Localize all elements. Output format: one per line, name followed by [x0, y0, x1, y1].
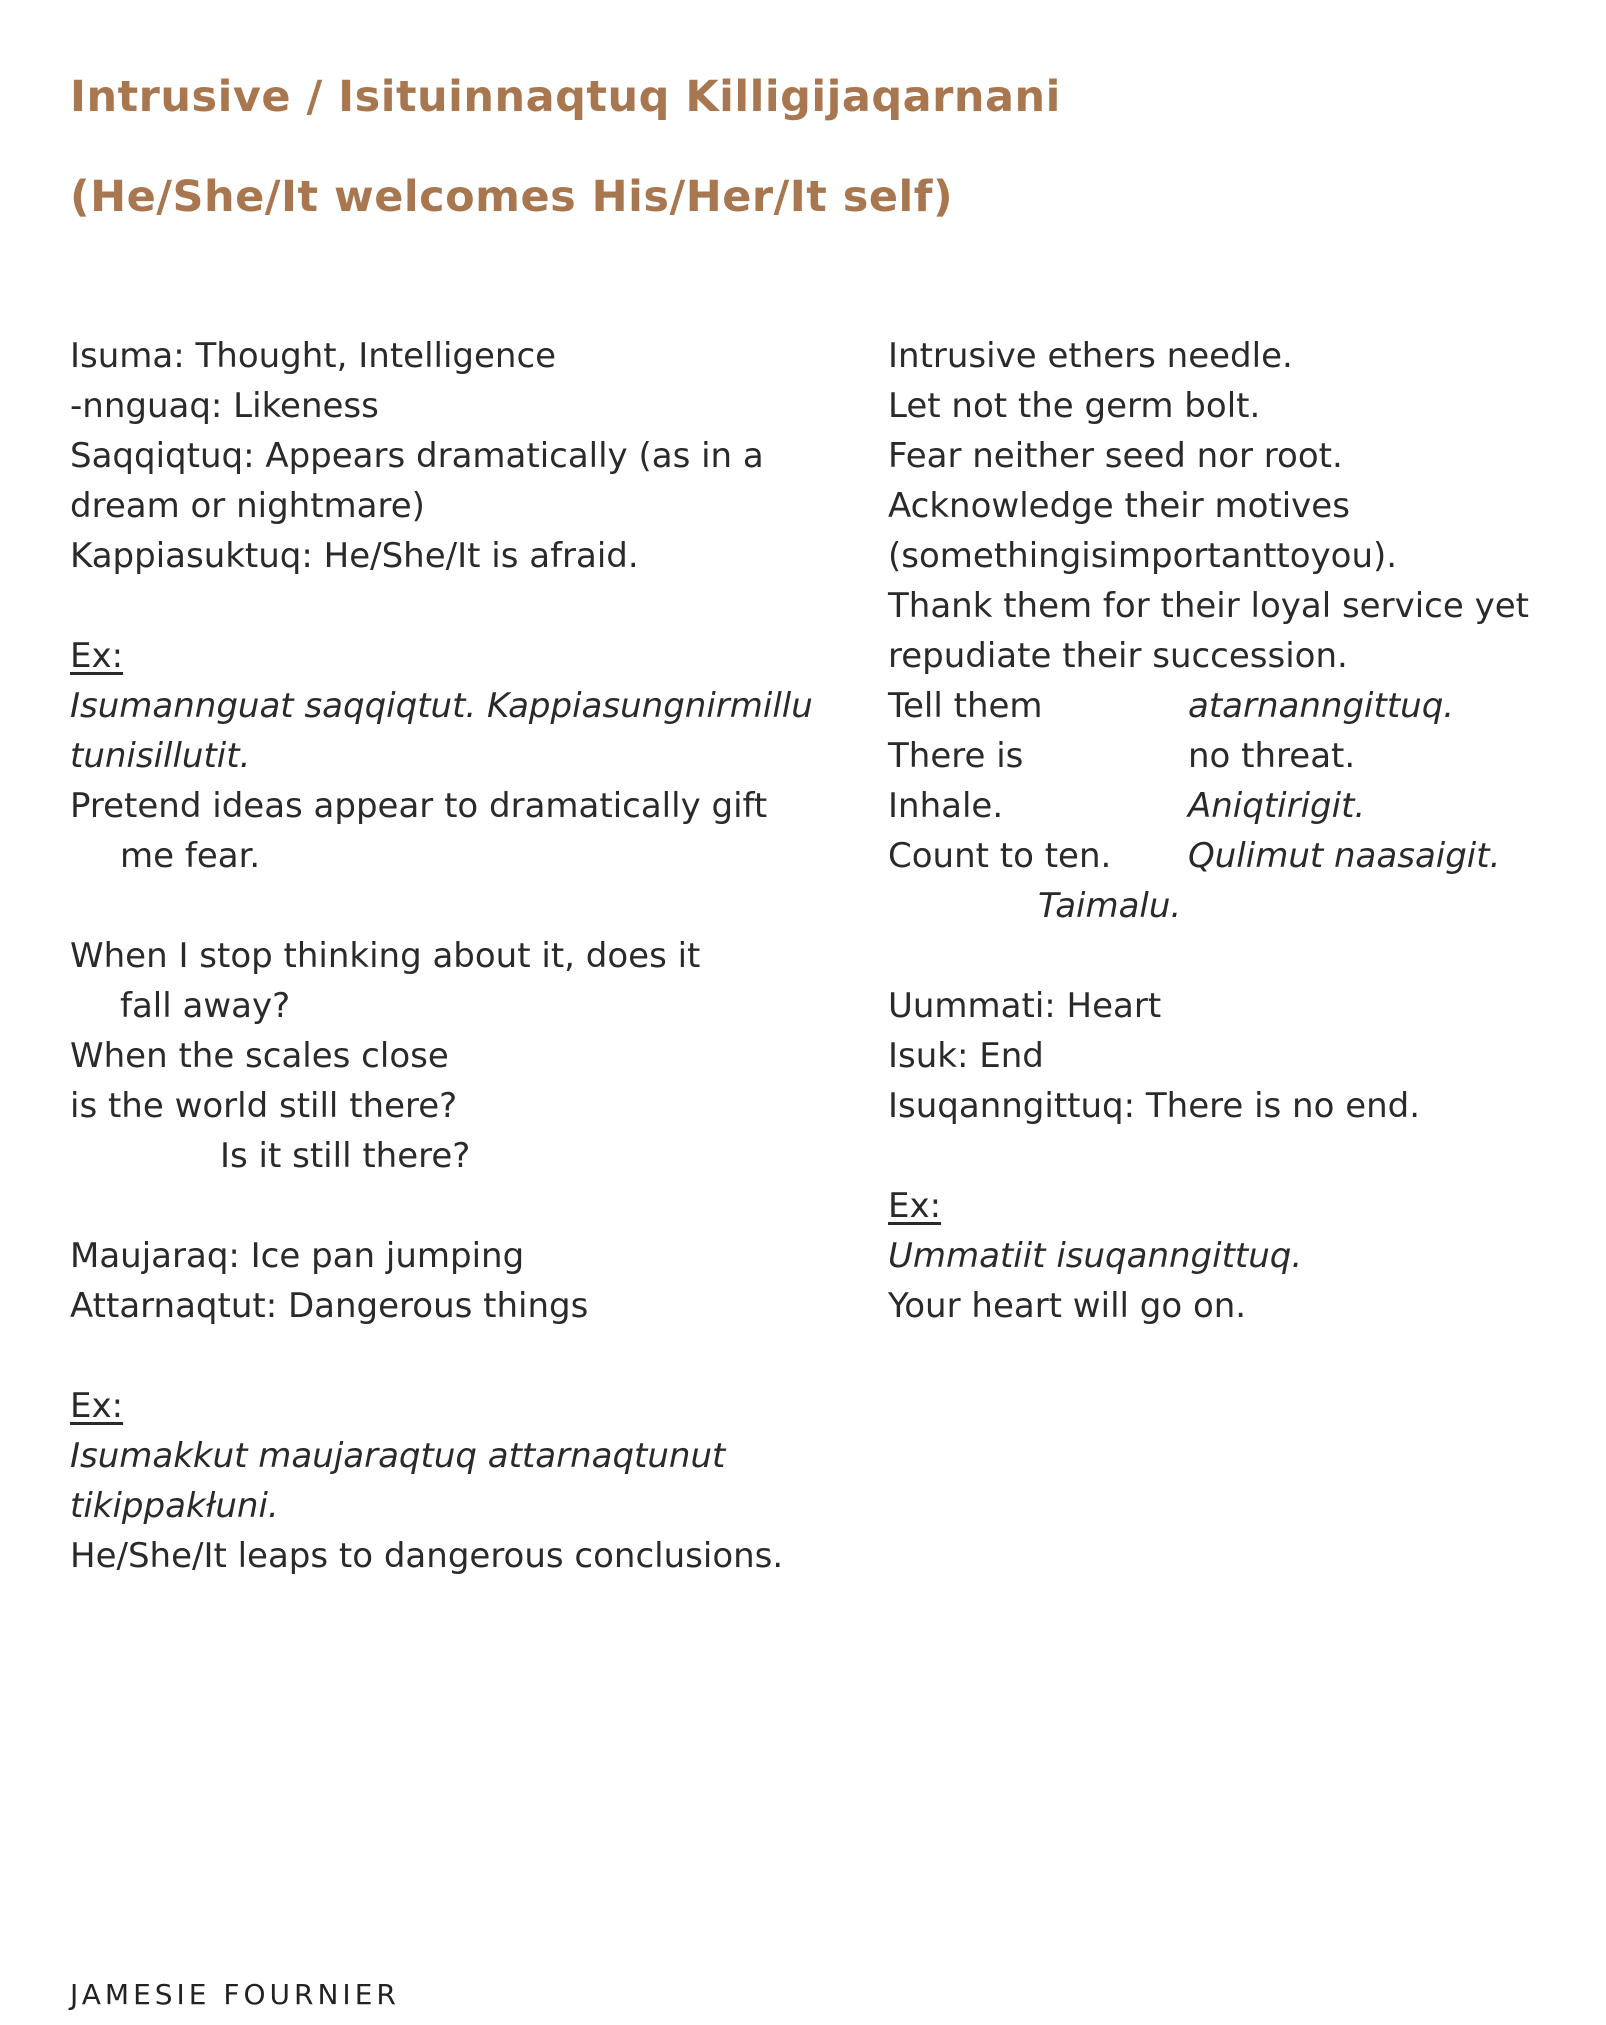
glossary-line: -nnguaq: Likeness: [70, 386, 379, 426]
glossary-line: Attarnaqtut: Dangerous things: [70, 1286, 589, 1326]
pair-inuktitut: no threat.: [1188, 736, 1356, 776]
poem-line: Intrusive ethers needle.: [888, 336, 1293, 376]
glossary-line: Maujaraq: Ice pan jumping: [70, 1236, 525, 1276]
title-line-2: (He/She/It welcomes His/Her/It self): [70, 172, 954, 222]
example-label: Ex:: [70, 1386, 124, 1426]
poem-pair-line: [888, 831, 1568, 881]
example-english-line: me fear.: [120, 836, 261, 876]
example-inuktitut-line: Ummatiit isuqanngittuq.: [888, 1236, 1303, 1276]
pair-english: Tell them: [888, 686, 1043, 726]
example-inuktitut-line: tikippakłuni.: [70, 1486, 279, 1526]
pair-english: There is: [888, 736, 1024, 776]
example-inuktitut-line: Isumannguat saqqiqtut. Kappiasungnirmillu: [70, 686, 813, 726]
left-column: [70, 331, 830, 1581]
example-label: Ex:: [70, 636, 124, 676]
example-english-line: Pretend ideas appear to dramatically gift: [70, 786, 768, 826]
example-label: Ex:: [888, 1186, 942, 1226]
pair-english: Count to ten.: [888, 836, 1112, 876]
poem-line: Thank them for their loyal service yet: [888, 586, 1529, 626]
example-english-line: Your heart will go on.: [888, 1286, 1247, 1326]
right-column: [888, 331, 1568, 1331]
pair-inuktitut: Aniqtirigit.: [1188, 786, 1366, 826]
poem-line: Fear neither seed nor root.: [888, 436, 1343, 476]
stanza-line: When I stop thinking about it, does it: [70, 936, 701, 976]
glossary-line: dream or nightmare): [70, 486, 425, 526]
poem-line: repudiate their succession.: [888, 636, 1348, 676]
example-english-line: He/She/It leaps to dangerous conclusions.: [70, 1536, 784, 1576]
poem-line: Let not the germ bolt.: [888, 386, 1261, 426]
glossary-line: Saqqiqtuq: Appears dramatically (as in a: [70, 436, 764, 476]
poem-line: (somethingisimportanttoyou).: [888, 536, 1398, 576]
example-inuktitut-line: Isumakkut maujaraqtuq attarnaqtunut: [70, 1436, 726, 1476]
author-name: JAMESIE FOURNIER: [70, 1978, 400, 2011]
pair-inuktitut: Qulimut naasaigit.: [1188, 836, 1501, 876]
stanza-line: is the world still there?: [70, 1086, 458, 1126]
poem-pair-line: [888, 681, 1568, 731]
glossary-line: Isuma: Thought, Intelligence: [70, 336, 557, 376]
glossary-line: Uummati: Heart: [888, 986, 1162, 1026]
stanza-line: Is it still there?: [220, 1136, 471, 1176]
glossary-line: Kappiasuktuq: He/She/It is afraid.: [70, 536, 639, 576]
pair-english: Inhale.: [888, 786, 1004, 826]
glossary-line: Isuk: End: [888, 1036, 1044, 1076]
stanza-line: When the scales close: [70, 1036, 449, 1076]
poem-pair-line: [888, 731, 1568, 781]
title-line-1: Intrusive / Isituinnaqtuq Killigijaqarnani: [70, 72, 1061, 122]
poem-pair-line: [888, 781, 1568, 831]
stanza-line: fall away?: [120, 986, 291, 1026]
taimalu-line: Taimalu.: [1038, 886, 1182, 926]
glossary-line: Isuqanngittuq: There is no end.: [888, 1086, 1421, 1126]
example-inuktitut-line: tunisillutit.: [70, 736, 251, 776]
pair-inuktitut: atarnanngittuq.: [1188, 686, 1455, 726]
poem-line: Acknowledge their motives: [888, 486, 1350, 526]
